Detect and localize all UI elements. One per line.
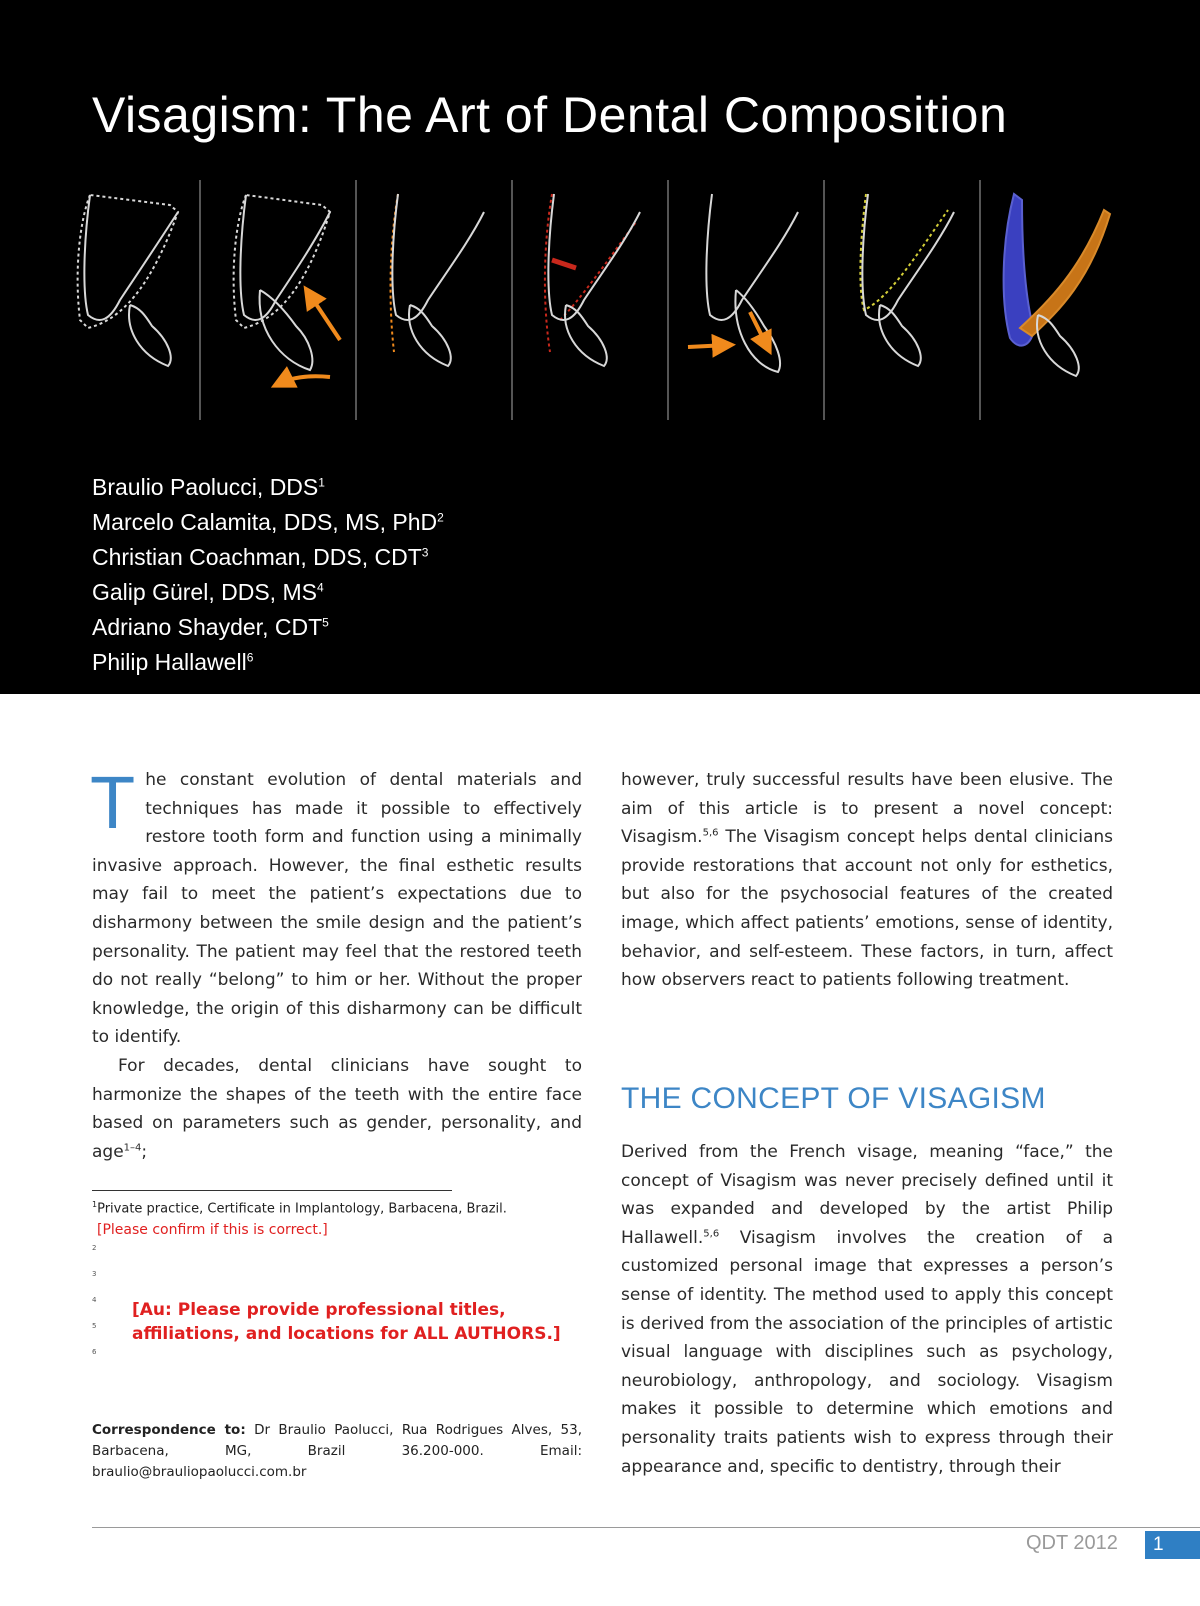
body-column-right: [621, 766, 1113, 995]
panel-1: [78, 195, 178, 366]
panel-5: [688, 194, 798, 372]
paragraph-2: For decades, dental clinicians have sought to harmonize the shapes of the teeth with the entire face based on parameters such as gender, personality, and age$^{1-4}$;: [92, 1055, 582, 1162]
author-3: Christian Coachman, DDS, CDT$^3$: [92, 544, 429, 570]
paragraph-4: Derived from the French visage, meaning “face,” the concept of Visagism was never precisely defined until it was expanded and developed by the artist Philip Hallawell.$^{5,6}$ Visagism involves the creation of a customized personal image that expresses a person’s sense of identity. The method used to apply this concept is derived from the association of the principles of artistic visual language with disciplines such as psychology, neurobiology, anthropology, and sociology. Visagism makes it possible to determine which emotions and personality traits patients wish to express through their appearance and, specific to dentistry, through their: [621, 1142, 1113, 1477]
footnote-rule: [92, 1190, 452, 1191]
panel-7: [1004, 194, 1110, 376]
author-query-note: [Au: Please provide professional titles, affiliations, and locations for ALL AUTHORS.]: [132, 1300, 561, 1344]
panel-3: [391, 194, 484, 366]
footer-rule: [92, 1527, 1200, 1528]
footnote-confirm-note: [Please confirm if this is correct.]: [97, 1222, 328, 1238]
panel-6: [860, 194, 954, 366]
paragraph-intro: The constant evolution of dental materials and techniques has made it possible to effectively restore tooth form and function using a minimally invasive approach. However, the final esthetic results may fail to meet the patient’s expectations due to disharmony between the smile design and the patient’s personality. The patient may feel that the restored teeth do not really “belong” to him or her. Without the proper knowledge, the origin of this disharmony can be difficult to identify.: [90, 761, 582, 1048]
author-1: Braulio Paolucci, DDS$^1$: [92, 474, 325, 500]
tooth-illustration-sequence: [60, 180, 1120, 425]
article-title: Visagism: The Art of Dental Composition: [92, 87, 1008, 143]
body-column-right-section: [621, 1138, 1113, 1481]
footnote-number-2: 2: [92, 1244, 97, 1252]
footnote-1: $^1$Private practice, Certificate in Implantology, Barbacena, Brazil.: [92, 1200, 507, 1217]
author-4: Galip Gürel, DDS, $MS^4$: [92, 579, 324, 605]
author-6: Philip Hallawell$^6$: [92, 649, 254, 675]
author-list: [92, 470, 444, 680]
footnote-number-5: 5: [92, 1322, 97, 1330]
author-5: Adriano Shayder, CDT$^5$: [92, 614, 329, 640]
panel-4: [545, 194, 640, 366]
section-heading: THE CONCEPT OF VISAGISM: [621, 1082, 1046, 1115]
dropcap: T: [90, 761, 136, 844]
header-banner: [0, 0, 1200, 694]
correspondence: Correspondence to: Dr Braulio Paolucci, Rua Rodrigues Alves, 53, Barbacena, MG, Brazil 36.200-000. Email: braulio@brauliopaolucci.com.br: [92, 1422, 582, 1480]
paragraph-3: however, truly successful results have been elusive. The aim of this article is to present a novel concept: Visagism.$^{5,6}$ The Visagism concept helps dental clinicians provide restorations that account not only for esthetics, but also for the psychosocial features of the created image, which affect patients’ emotions, sense of identity, behavior, and self-esteem. These factors, in turn, affect how observers react to patients following treatment.: [621, 770, 1113, 991]
page-number: 1: [1145, 1531, 1200, 1559]
journal-name: QDT 2012: [1026, 1532, 1118, 1554]
footnote-number-6: 6: [92, 1348, 97, 1356]
author-2: Marcelo Calamita, DDS, MS, PhD$^2$: [92, 509, 444, 535]
footnote-number-3: 3: [92, 1270, 97, 1278]
panel-2: [234, 195, 340, 384]
body-column-left: [90, 761, 582, 1166]
footnote-number-4: 4: [92, 1296, 97, 1304]
